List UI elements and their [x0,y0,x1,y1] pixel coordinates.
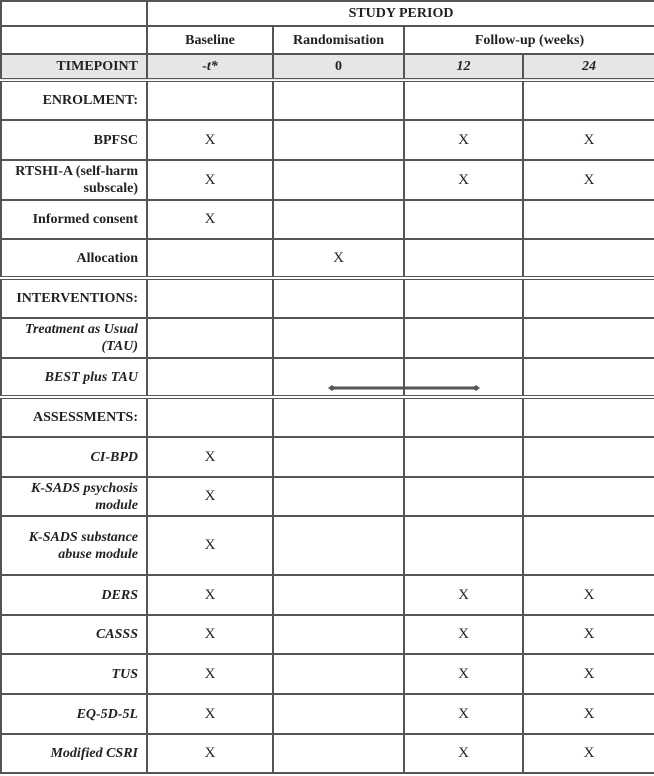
schedule-mark: X [404,654,523,694]
schedule-mark: X [147,200,273,239]
row-label: CI-BPD [1,437,147,477]
timepoint-baseline: -t* [147,54,273,80]
row-label: Allocation [1,239,147,278]
row-label: Modified CSRI [1,734,147,773]
schedule-mark: X [147,575,273,615]
timepoint-12: 12 [404,54,523,80]
row-label: INTERVENTIONS: [1,278,147,318]
schedule-mark: X [273,239,404,278]
schedule-mark: X [147,615,273,654]
schedule-mark: X [147,694,273,734]
row-label: CASSS [1,615,147,654]
schedule-mark: X [147,516,273,575]
arrow-head-right [472,385,480,391]
schedule-mark: X [404,694,523,734]
study-period-heading: STUDY PERIOD [147,1,654,26]
row-label: EQ-5D-5L [1,694,147,734]
schedule-mark: X [523,615,654,654]
timepoint-randomisation: 0 [273,54,404,80]
timepoint-label: TIMEPOINT [1,54,147,80]
row-label: TUS [1,654,147,694]
row-label: RTSHI-A (self-harm subscale) [1,160,147,200]
schedule-mark: X [523,120,654,160]
row-label: Treatment as Usual (TAU) [1,318,147,358]
timepoint-24: 24 [523,54,654,80]
row-label: Informed consent [1,200,147,239]
row-label: K-SADS psychosis module [1,477,147,516]
row-label: BPFSC [1,120,147,160]
schedule-mark: X [404,160,523,200]
row-label: ASSESSMENTS: [1,397,147,437]
row-label: ENROLMENT: [1,80,147,120]
schedule-mark: X [523,654,654,694]
schedule-mark: X [147,654,273,694]
schedule-mark: X [147,160,273,200]
baseline-heading: Baseline [147,26,273,54]
row-label: BEST plus TAU [1,358,147,397]
followup-heading: Follow-up (weeks) [404,26,654,54]
schedule-mark: X [404,575,523,615]
row-label: DERS [1,575,147,615]
schedule-mark: X [523,694,654,734]
row-label: K-SADS substance abuse module [1,516,147,575]
schedule-mark: X [523,734,654,773]
schedule-mark: X [147,120,273,160]
schedule-mark: X [404,615,523,654]
schedule-mark: X [147,477,273,516]
schedule-mark: X [404,120,523,160]
randomisation-heading: Randomisation [273,26,404,54]
schedule-mark: X [147,734,273,773]
schedule-mark: X [147,437,273,477]
schedule-mark: X [523,575,654,615]
arrow-head-left [328,385,336,391]
schedule-mark: X [404,734,523,773]
schedule-mark: X [523,160,654,200]
